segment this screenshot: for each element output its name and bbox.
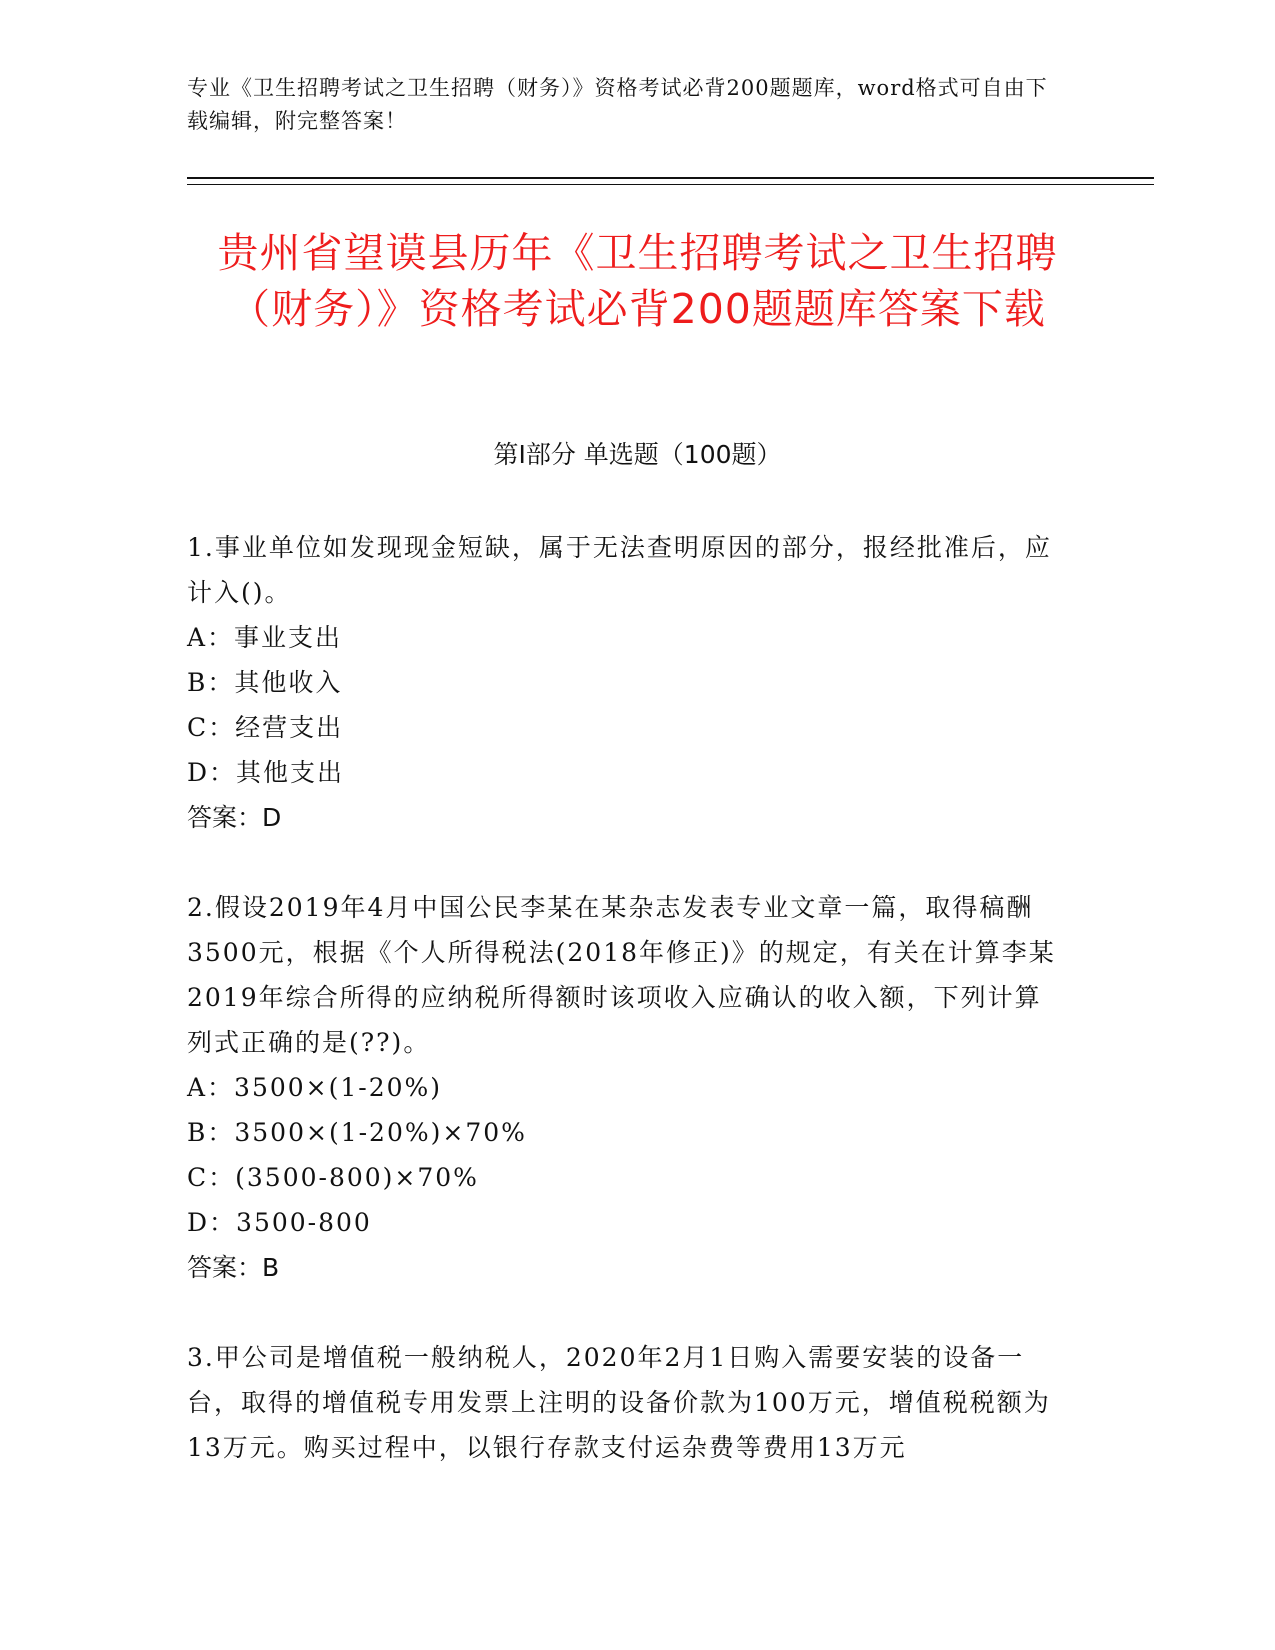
option-a: A：3500×(1-20%) (187, 1073, 443, 1102)
section-heading: 第I部分 单选题（100题） (493, 440, 782, 469)
option-d: D：3500-800 (187, 1208, 372, 1237)
question-text: 1.事业单位如发现现金短缺，属于无法查明原因的部分，报经批准后，应计入()。 (187, 533, 1052, 607)
answer: 答案：B (187, 1253, 280, 1282)
header-rule-thin (187, 184, 1154, 185)
option-a: A：事业支出 (187, 623, 343, 652)
question-list (187, 525, 1067, 1515)
header-note: 专业《卫生招聘考试之卫生招聘（财务）》资格考试必背200题题库，word格式可自由下载编辑，附完整答案！ (187, 76, 1048, 133)
question-text: 3.甲公司是增值税一般纳税人，2020年2月1日购入需要安装的设备一台，取得的增值税专用发票上注明的设备价款为100万元，增值税税额为13万元。购买过程中，以银行存款支付运杂费等费用13万元 (187, 1343, 1051, 1462)
question-text: 2.假设2019年4月中国公民李某在某杂志发表专业文章一篇，取得稿酬3500元，根据《个人所得税法(2018年修正)》的规定，有关在计算李某2019年综合所得的应纳税所得额时该项收入应确认的收入额，下列计算列式正确的是(??)。 (187, 893, 1056, 1057)
answer: 答案：D (187, 803, 282, 832)
document-title: 贵州省望谟县历年《卫生招聘考试之卫生招聘（财务）》资格考试必背200题题库答案下载 (217, 229, 1058, 333)
header-rule-thick (187, 177, 1154, 179)
option-d: D：其他支出 (187, 758, 345, 787)
question-3 (187, 1335, 1067, 1470)
question-2 (187, 885, 1067, 1290)
option-b: B：其他收入 (187, 668, 343, 697)
option-c: C：经营支出 (187, 713, 344, 742)
question-1 (187, 525, 1067, 840)
option-c: C：(3500-800)×70% (187, 1163, 479, 1192)
option-b: B：3500×(1-20%)×70% (187, 1118, 527, 1147)
